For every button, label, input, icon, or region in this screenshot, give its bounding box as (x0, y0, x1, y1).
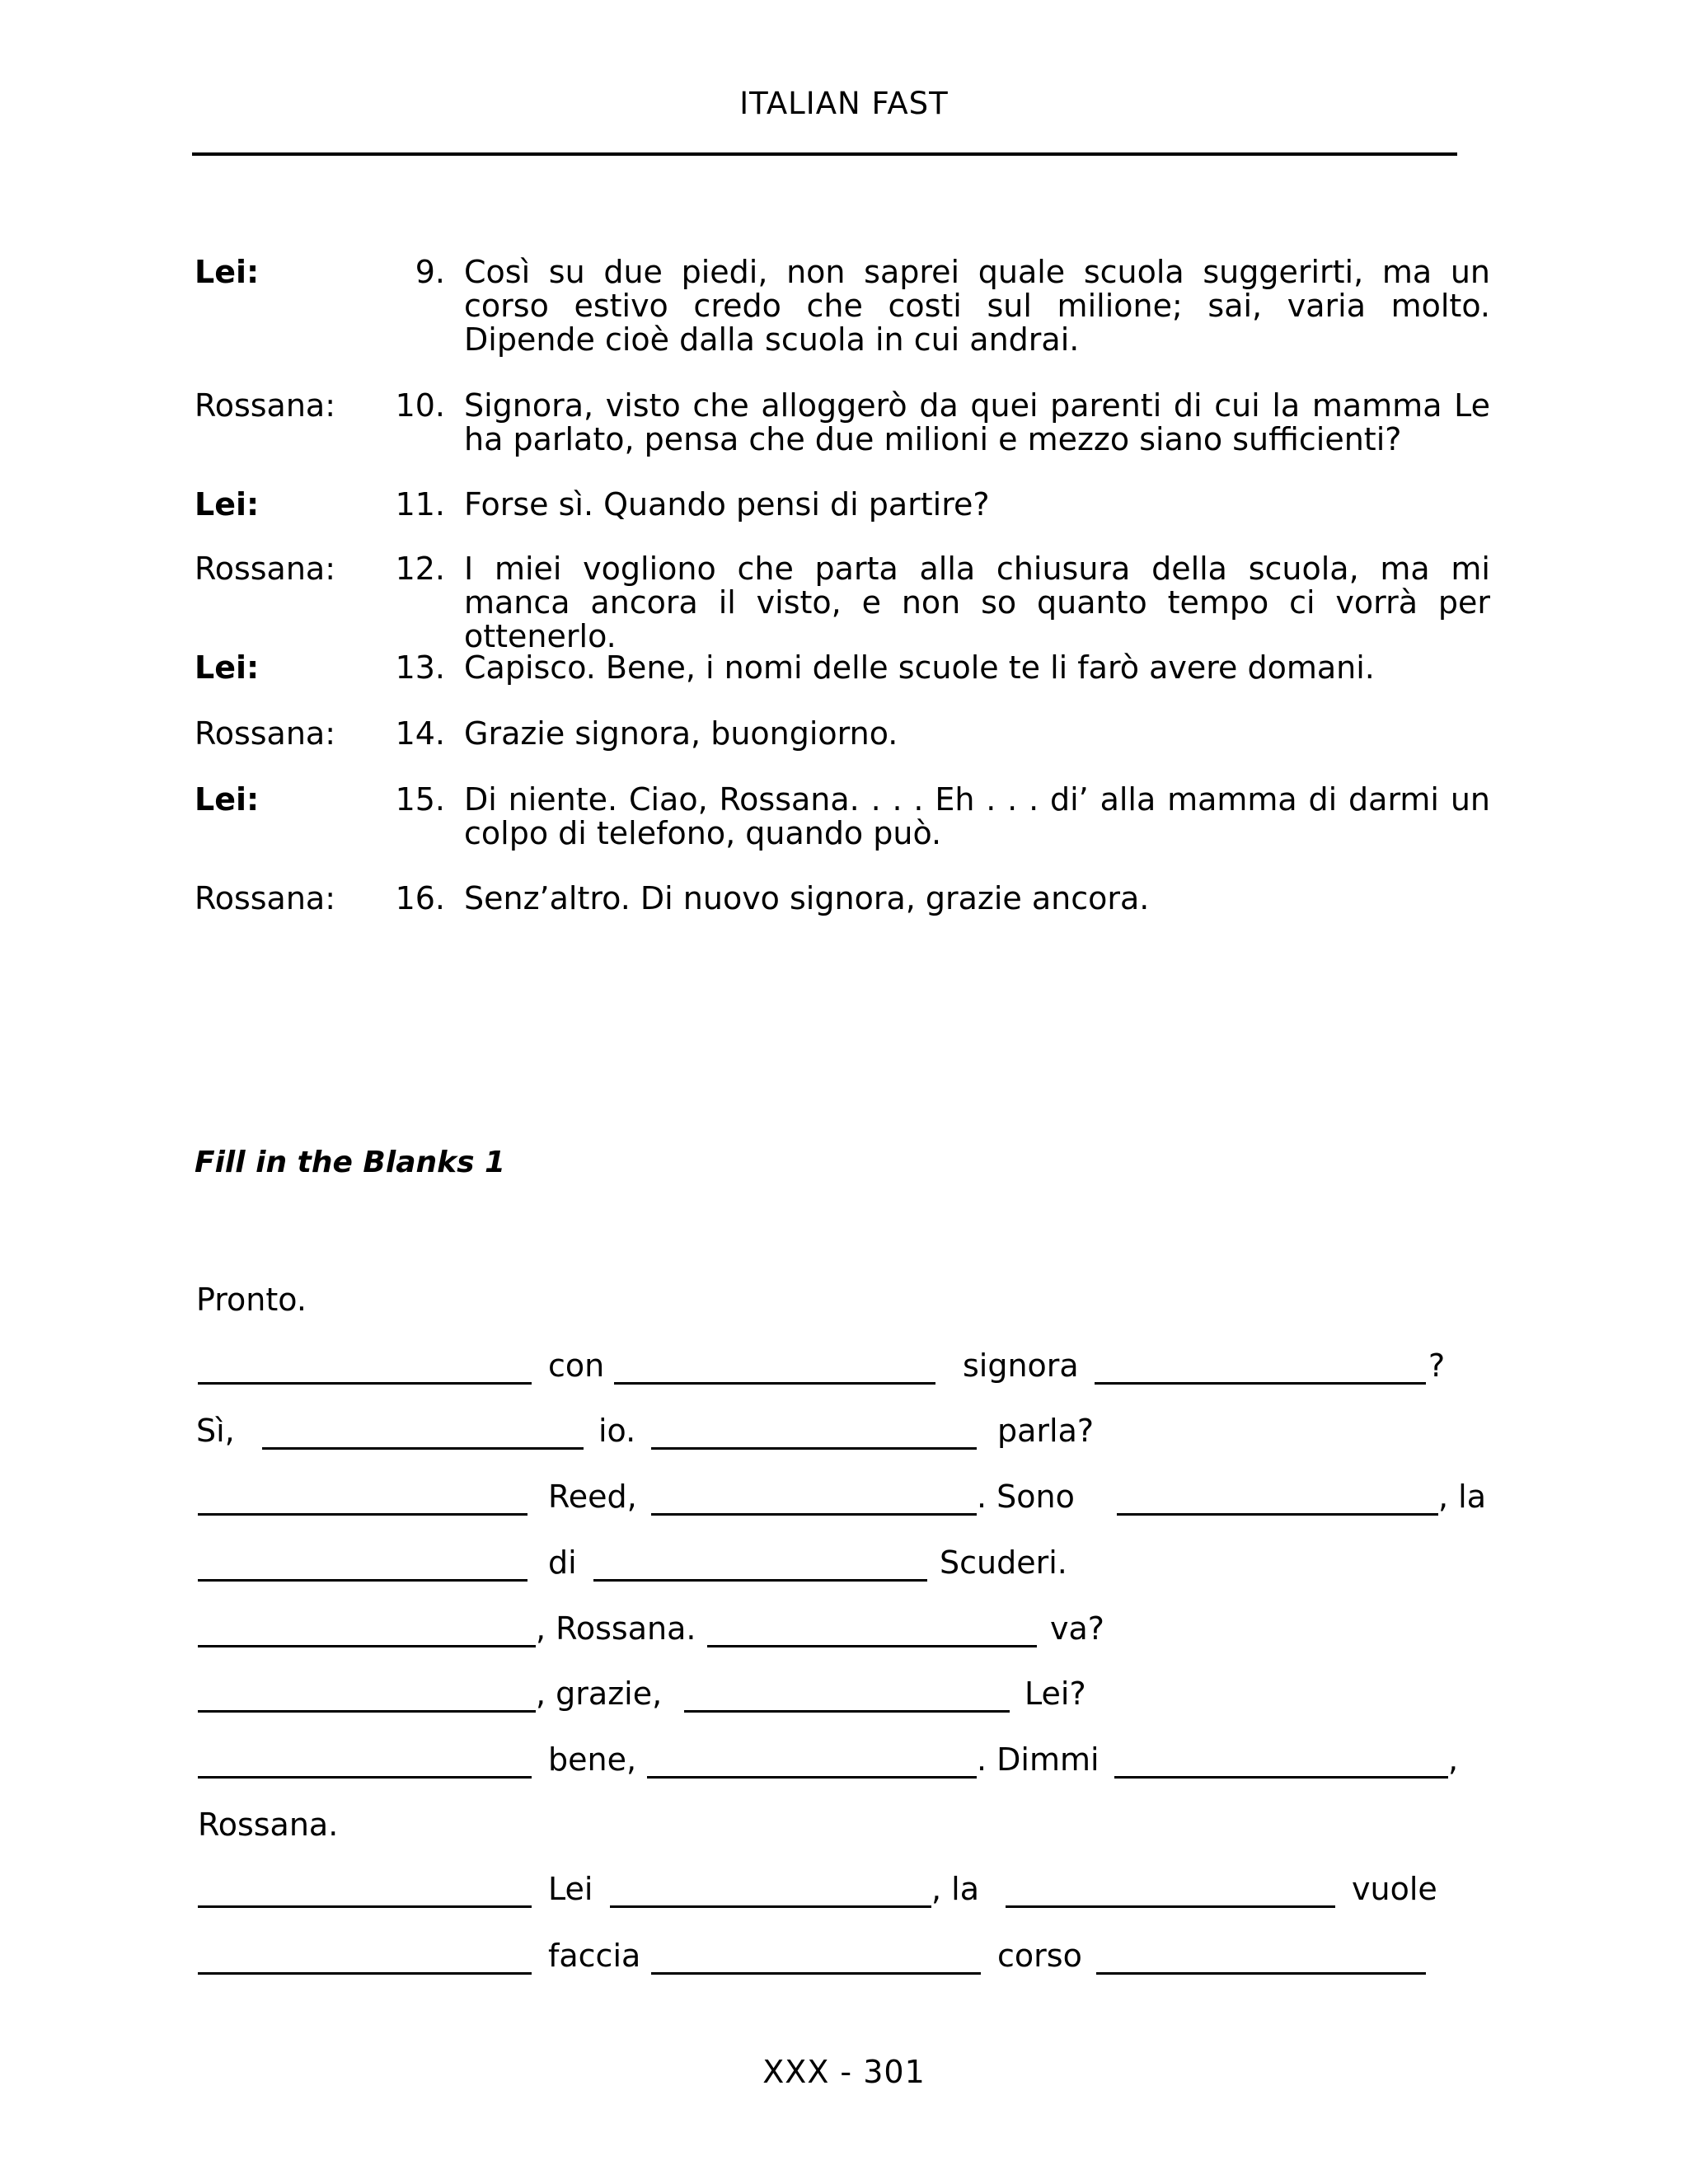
blank-field[interactable] (262, 1447, 584, 1450)
speaker-label: Rossana: (195, 387, 335, 424)
fill-text: io. (598, 1413, 636, 1449)
header-divider (192, 152, 1457, 156)
line-text: Forse sì. Quando pensi di partire? (464, 486, 990, 523)
blank-field[interactable] (1114, 1776, 1448, 1779)
blank-field[interactable] (651, 1513, 977, 1516)
blank-field[interactable] (1006, 1905, 1335, 1908)
speaker-label: Rossana: (195, 551, 335, 587)
blank-field[interactable] (198, 1972, 532, 1975)
fill-text: . Sono (977, 1479, 1075, 1515)
blank-field[interactable] (1096, 1972, 1426, 1975)
fill-text: Reed, (548, 1479, 637, 1515)
line-text: Capisco. Bene, i nomi delle scuole te li farò avere domani. (464, 649, 1375, 686)
speaker-label: Rossana: (195, 715, 335, 752)
fill-line (0, 1936, 1688, 1977)
fill-text: faccia (548, 1938, 641, 1974)
fill-line (0, 1609, 1688, 1650)
line-number: 13. (395, 649, 445, 686)
speaker-label: Rossana: (195, 880, 335, 916)
fill-text: di (548, 1544, 577, 1581)
blank-field[interactable] (684, 1710, 1010, 1713)
blank-field[interactable] (198, 1645, 536, 1647)
fill-line (0, 1411, 1688, 1452)
fill-text: signora (963, 1347, 1079, 1384)
line-number: 9. (415, 254, 445, 290)
blank-field[interactable] (1117, 1513, 1438, 1516)
blank-field[interactable] (651, 1447, 977, 1450)
fill-text: Pronto. (196, 1282, 307, 1318)
line-number: 16. (395, 880, 445, 916)
fill-line (0, 1280, 1688, 1321)
speaker-label: Lei: (195, 781, 260, 818)
line-number: 14. (395, 715, 445, 752)
fill-line (0, 1543, 1688, 1584)
fill-text: con (548, 1347, 605, 1384)
blank-field[interactable] (707, 1645, 1037, 1647)
fill-text: vuole (1352, 1871, 1437, 1907)
line-text: Senz’altro. Di nuovo signora, grazie ancora. (464, 880, 1150, 916)
blank-field[interactable] (1095, 1382, 1426, 1385)
fill-text: Scuderi. (940, 1544, 1067, 1581)
running-header: ITALIAN FAST (739, 86, 949, 121)
fill-text: , la (1438, 1479, 1487, 1515)
blank-field[interactable] (198, 1905, 532, 1908)
line-text: Di niente. Ciao, Rossana. . . . Eh . . . di’ alla mamma di darmi un colpo di telefono, quando può. (464, 781, 1490, 851)
blank-field[interactable] (614, 1382, 935, 1385)
fill-line (0, 1869, 1688, 1910)
line-text: Così su due piedi, non saprei quale scuola suggerirti, ma un corso estivo credo che costi sul milione; sai, varia molto. Dipende cioè dalla scuola in cui andrai. (464, 254, 1490, 358)
speaker-label: Lei: (195, 649, 260, 686)
fill-line (0, 1740, 1688, 1781)
fill-line (0, 1805, 1688, 1846)
line-number: 11. (395, 486, 445, 523)
fill-text: Rossana. (198, 1807, 339, 1843)
fill-text: , la (931, 1871, 980, 1907)
exercise-title: Fill in the Blanks 1 (195, 1146, 506, 1179)
speaker-label: Lei: (195, 254, 260, 290)
fill-text: Sì, (196, 1413, 235, 1449)
fill-text: , grazie, (536, 1675, 663, 1712)
line-number: 10. (395, 387, 445, 424)
fill-text: Lei? (1025, 1675, 1086, 1712)
page-number: XXX - 301 (762, 2054, 926, 2090)
blank-field[interactable] (651, 1972, 981, 1975)
fill-line (0, 1674, 1688, 1715)
fill-text: parla? (997, 1413, 1095, 1449)
blank-field[interactable] (647, 1776, 977, 1779)
line-text: Signora, visto che alloggerò da quei parenti di cui la mamma Le ha parlato, pensa che due milioni e mezzo siano sufficienti? (464, 387, 1490, 457)
line-number: 15. (395, 781, 445, 818)
fill-text: Lei (548, 1871, 593, 1907)
blank-field[interactable] (198, 1710, 536, 1713)
line-text: Grazie signora, buongiorno. (464, 715, 898, 752)
fill-text: , (1448, 1741, 1459, 1778)
fill-text: bene, (548, 1741, 637, 1778)
blank-field[interactable] (198, 1776, 532, 1779)
blank-field[interactable] (198, 1579, 528, 1582)
fill-text: . Dimmi (977, 1741, 1100, 1778)
line-text: I miei vogliono che parta alla chiusura della scuola, ma mi manca ancora il visto, e non so quanto tempo ci vorrà per ottenerlo. (464, 551, 1490, 654)
line-number: 12. (395, 551, 445, 587)
fill-line (0, 1477, 1688, 1518)
blank-field[interactable] (593, 1579, 927, 1582)
fill-line (0, 1346, 1688, 1387)
speaker-label: Lei: (195, 486, 260, 523)
blank-field[interactable] (610, 1905, 931, 1908)
fill-text: , Rossana. (536, 1610, 696, 1647)
fill-text: ? (1428, 1347, 1446, 1384)
blank-field[interactable] (198, 1382, 532, 1385)
fill-text: corso (997, 1938, 1082, 1974)
fill-text: va? (1050, 1610, 1104, 1647)
blank-field[interactable] (198, 1513, 528, 1516)
